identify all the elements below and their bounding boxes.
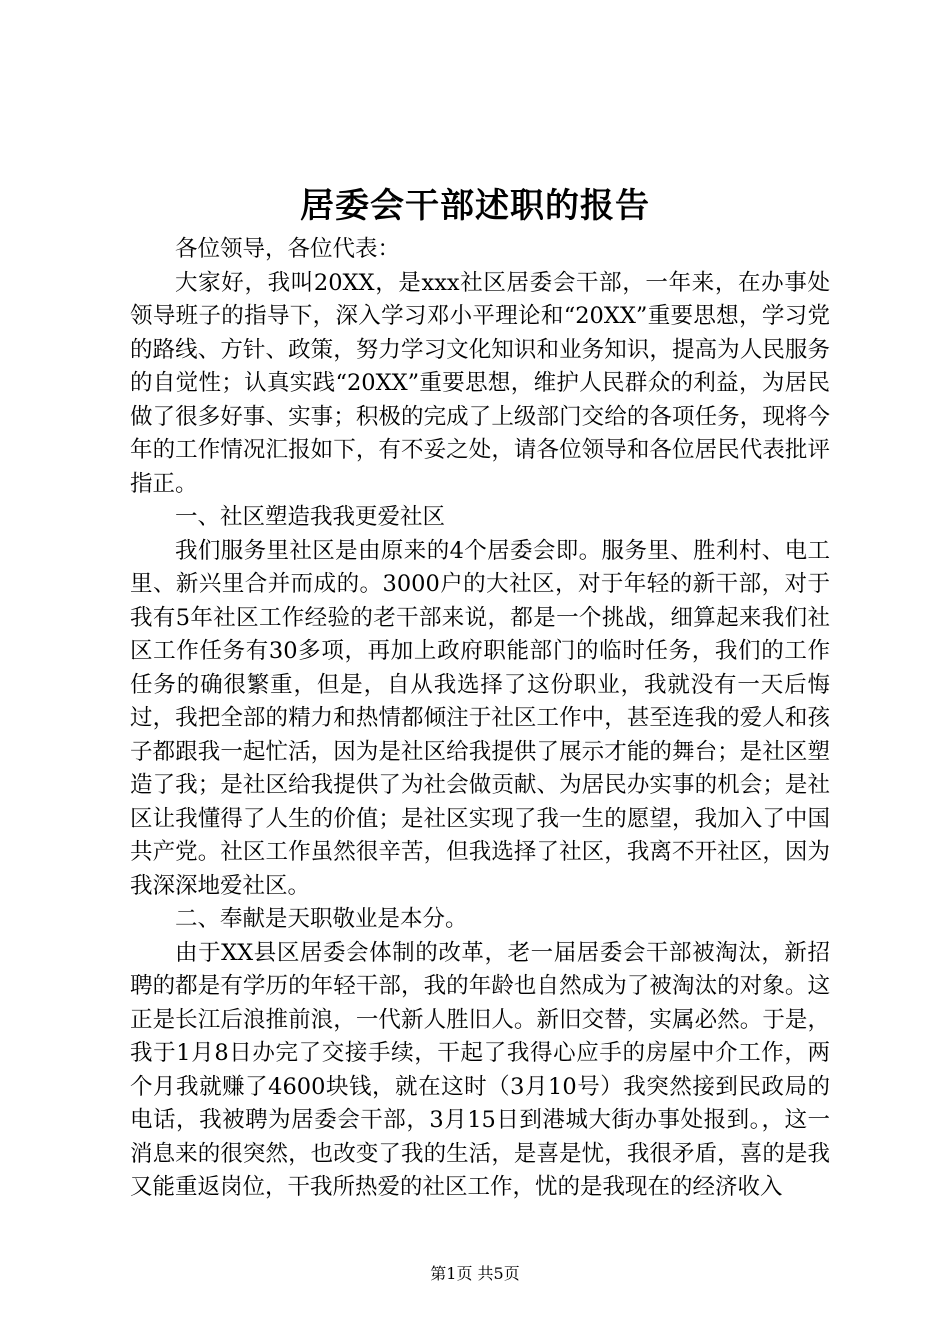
intro-paragraph: 大家好，我叫20XX，是xxx社区居委会干部，一年来，在办事处领导班子的指导下，深入学习邓小平理论和“20XX”重要思想，学习党的路线、方针、政策，努力学习文化知识和业务知识，提高为人民服务的自觉性；认真实践“20XX”重要思想，维护人民群众的利益，为居民做了很多好事、实事；积极的完成了上级部门交给的各项任务，现将今年的工作情况汇报如下，有不妥之处，请各位领导和各位居民代表批评指正。: [130, 269, 830, 497]
document-title: 居委会干部述职的报告: [300, 186, 650, 226]
section-2-paragraph: 由于XX县区居委会体制的改革，老一届居委会干部被淘汰，新招聘的都是有学历的年轻干部，我的年龄也自然成为了被淘汰的对象。这正是长江后浪推前浪，一代新人胜旧人。新旧交替，实属必然。于是，我于1月8日办完了交接手续，干起了我得心应手的房屋中介工作，两个月我就赚了4600块钱，就在这时（3月10号）我突然接到民政局的电话，我被聘为居委会干部，3月15日到港城大街办事处报到。，这一消息来的很突然，也改变了我的生活，是喜是忧，我很矛盾，喜的是我又能重返岗位，干我所热爱的社区工作，忧的是我现在的经济收入: [130, 939, 830, 1200]
section-heading-2: 二、奉献是天职敬业是本分。: [175, 906, 468, 932]
page-number-footer: 第1页 共5页: [430, 1264, 520, 1283]
section-heading-1: 一、社区塑造我我更爱社区: [175, 504, 446, 530]
document-body: [130, 233, 830, 1205]
section-1-paragraph: 我们服务里社区是由原来的4个居委会即。服务里、胜利村、电工里、新兴里合并而成的。3000户的大社区，对于年轻的新干部，对于我有5年社区工作经验的老干部来说，都是一个挑战，细算起来我们社区工作任务有30多项，再加上政府职能部门的临时任务，我们的工作任务的确很繁重，但是，自从我选择了这份职业，我就没有一天后悔过，我把全部的精力和热情都倾注于社区工作中，甚至连我的爱人和孩子都跟我一起忙活，因为是社区给我提供了展示才能的舞台；是社区塑造了我；是社区给我提供了为社会做贡献、为居民办实事的机会；是社区让我懂得了人生的价值；是社区实现了我一生的愿望，我加入了中国共产党。社区工作虽然很辛苦，但我选择了社区，我离不开社区，因为我深深地爱社区。: [130, 537, 830, 899]
salutation-paragraph: 各位领导，各位代表：: [175, 236, 401, 262]
